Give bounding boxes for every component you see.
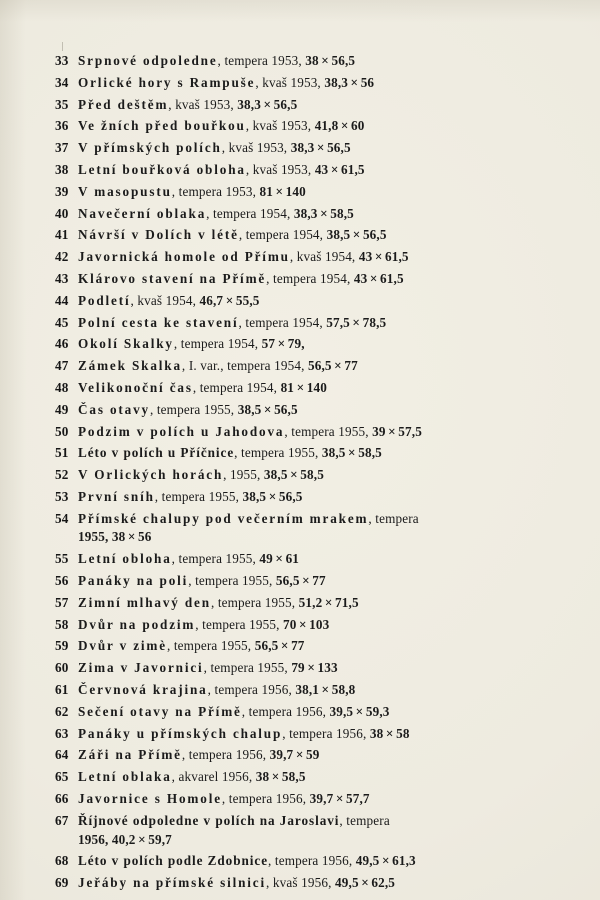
entry-number: 69 [55, 875, 69, 891]
work-title: Srpnové odpoledne [78, 53, 218, 68]
work-title: Letní obloha [78, 551, 172, 567]
catalogue-entry [55, 226, 525, 245]
work-title: Léto v polích u Příčnice [78, 445, 235, 461]
catalogue-entry [55, 594, 525, 613]
work-dimensions: 43 × 61,5 [358, 249, 409, 265]
entry-text [78, 703, 525, 722]
multiplication-sign: × [361, 875, 369, 891]
work-technique-and-year: , tempera 1955, [166, 638, 255, 654]
entry-text [78, 874, 525, 893]
catalogue-entry [55, 248, 525, 267]
work-technique-and-year: , akvarel 1956, [171, 769, 256, 785]
entry-text [78, 183, 525, 202]
work-dimensions: 57 × 79, [261, 336, 305, 352]
multiplication-sign: × [307, 660, 315, 676]
catalogue-entry [55, 790, 525, 809]
work-title: Zima v Javornici [78, 660, 204, 676]
entry-number: 41 [55, 227, 69, 243]
catalogue-entry [55, 117, 525, 136]
work-technique-and-year: , tempera 1955, [284, 423, 373, 439]
catalogue-entry [55, 659, 525, 678]
multiplication-sign: × [330, 161, 339, 177]
work-title: Zimní mlhavý den [78, 594, 211, 610]
work-title: Okolí Skalky [78, 336, 174, 352]
work-technique-and-year: , kvaš 1954, [289, 249, 359, 265]
multiplication-sign: × [268, 488, 277, 504]
work-dimensions: 56,5 × 77 [307, 358, 358, 374]
work-dimensions: 56,5 × 77 [254, 638, 305, 654]
work-dimensions: 43 × 61,5 [353, 270, 404, 286]
multiplication-sign: × [369, 270, 378, 286]
entry-number: 34 [55, 74, 69, 90]
work-title: Podletí [78, 292, 131, 308]
entry-number: 64 [55, 747, 69, 763]
work-title: Jeřáby na přímské silnici [78, 875, 267, 891]
work-technique-and-year: , tempera 1956, [221, 791, 310, 806]
entry-text [78, 292, 525, 311]
work-dimensions: 38 × 58 [369, 725, 410, 741]
work-technique-and-year: , tempera 1956, [241, 703, 330, 719]
multiplication-sign: × [275, 551, 284, 567]
catalogue-entry [55, 510, 525, 547]
entry-number: 57 [55, 594, 69, 610]
work-title: Klárovo stavení na Přímě [78, 270, 267, 286]
work-title: Panáky u přímských chalup [78, 725, 283, 741]
multiplication-sign: × [296, 379, 305, 395]
multiplication-sign: × [127, 529, 136, 545]
work-technique-and-year: , tempera [339, 812, 390, 828]
entry-text [78, 139, 525, 158]
work-title: Navečerní oblaka [78, 205, 207, 221]
entry-text [78, 572, 525, 591]
work-technique-and-year: , tempera 1954, [238, 227, 327, 243]
entry-number: 52 [55, 467, 69, 483]
catalogue-entry [55, 423, 525, 442]
work-title: Zámek Skalka [78, 358, 182, 374]
work-technique-and-year: , tempera [368, 510, 419, 526]
catalogue-entry [55, 852, 525, 871]
work-dimensions: 79 × 133 [291, 660, 338, 676]
work-title: Ve žních před bouřkou [78, 118, 246, 134]
multiplication-sign: × [280, 638, 289, 654]
work-dimensions: 39,5 × 59,3 [329, 703, 390, 719]
catalogue-entry [55, 74, 525, 93]
work-title: Orlické hory s Rampuše [78, 74, 256, 90]
work-dimensions: 38,3 × 56,5 [237, 96, 298, 112]
work-title: Podzim v polích u Jahodova [78, 423, 285, 439]
entry-number: 49 [55, 401, 69, 417]
multiplication-sign: × [225, 292, 234, 308]
catalogue-entry [55, 139, 525, 158]
work-title: V přímských polích [78, 140, 222, 156]
entry-number: 66 [55, 791, 69, 806]
work-technique-and-year: , kvaš 1953, [221, 140, 291, 156]
entry-text [78, 812, 525, 849]
entry-text [78, 550, 525, 569]
work-year-continuation: 1955, [78, 529, 112, 545]
entry-text [78, 335, 525, 354]
work-technique-and-year: , tempera 1955, [234, 445, 322, 461]
catalogue-entry [55, 637, 525, 656]
catalogue-entry [55, 96, 525, 115]
work-title: Polní cesta ke stavení [78, 314, 239, 330]
catalogue-entry [55, 725, 525, 744]
work-technique-and-year: , kvaš 1953, [245, 161, 315, 177]
entry-text [78, 248, 525, 267]
entry-number: 50 [55, 423, 69, 439]
entry-number: 61 [55, 682, 69, 698]
work-dimensions: 41,8 × 60 [314, 118, 365, 134]
catalogue-entry [55, 703, 525, 722]
work-technique-and-year: , I. var., tempera 1954, [181, 358, 308, 374]
entry-number: 36 [55, 118, 69, 134]
work-dimensions: 39,7 × 57,7 [309, 791, 370, 806]
work-dimensions: 38,5 × 58,5 [263, 467, 324, 483]
entry-text [78, 637, 525, 656]
multiplication-sign: × [385, 725, 394, 741]
work-dimensions: 38,3 × 58,5 [293, 205, 354, 221]
multiplication-sign: × [374, 249, 383, 265]
entry-number: 37 [55, 140, 69, 156]
entry-text [78, 790, 525, 809]
work-dimensions: 51,2 × 71,5 [298, 594, 359, 610]
entry-text [78, 616, 525, 635]
work-title: Javornická homole od Přímu [78, 249, 290, 265]
work-technique-and-year: , kvaš 1953, [168, 96, 238, 112]
entry-number: 65 [55, 769, 69, 785]
work-title: Javornice s Homole [78, 791, 222, 806]
entry-number: 40 [55, 205, 69, 221]
multiplication-sign: × [324, 594, 333, 610]
work-technique-and-year: , tempera 1956, [207, 682, 296, 698]
catalogue-entry [55, 681, 525, 700]
entry-number: 38 [55, 161, 69, 177]
entry-number: 44 [55, 292, 69, 308]
work-title: Letní oblaka [78, 769, 172, 785]
work-title: Letní bouřková obloha [78, 161, 246, 177]
work-title: V masopustu [78, 183, 172, 199]
catalogue-entry [55, 183, 525, 202]
work-title: V Orlických horách [78, 467, 224, 483]
work-title: Říjnové odpoledne v polích na Jaroslavi [78, 812, 340, 828]
work-title: Panáky na poli [78, 573, 189, 589]
work-technique-and-year: , tempera 1955, [188, 573, 276, 589]
catalogue-entry [55, 572, 525, 591]
work-technique-and-year: , kvaš 1956, [266, 875, 336, 891]
work-title: Před deštěm [78, 96, 169, 112]
entry-number: 48 [55, 379, 69, 395]
entry-number: 51 [55, 445, 69, 461]
entry-number: 46 [55, 336, 69, 352]
work-technique-and-year: , tempera 1956, [268, 853, 356, 869]
entry-number: 35 [55, 96, 69, 112]
work-title: Čas otavy [78, 401, 150, 417]
catalogue-entry [55, 161, 525, 180]
work-title: Velikonoční čas [78, 379, 193, 395]
entry-number: 47 [55, 358, 69, 374]
work-technique-and-year: , kvaš 1953, [245, 118, 315, 134]
entry-number: 33 [55, 53, 69, 68]
entry-text [78, 746, 525, 765]
entry-number: 67 [55, 812, 69, 828]
work-dimensions: 38 × 56 [111, 529, 152, 545]
catalogue-entry [55, 335, 525, 354]
work-dimensions: 43 × 61,5 [314, 161, 365, 177]
entry-number: 60 [55, 660, 69, 676]
multiplication-sign: × [381, 853, 390, 869]
work-dimensions: 46,7 × 55,5 [199, 292, 260, 308]
entry-text [78, 270, 525, 289]
multiplication-sign: × [271, 769, 280, 785]
work-title: Léto v polích podle Zdobnice [78, 853, 269, 869]
work-dimensions: 39,7 × 59 [269, 747, 320, 763]
entry-number: 42 [55, 249, 69, 265]
multiplication-sign: × [263, 96, 272, 112]
work-dimensions: 38,5 × 56,5 [242, 488, 303, 504]
work-dimensions: 38,5 × 56,5 [326, 227, 387, 243]
entry-text [78, 725, 525, 744]
entry-number: 53 [55, 488, 69, 504]
work-dimensions: 39 × 57,5 [372, 423, 422, 439]
entry-text [78, 96, 525, 115]
work-dimensions: 38,5 × 58,5 [321, 445, 382, 461]
work-technique-and-year: , tempera 1955, [195, 616, 283, 632]
multiplication-sign: × [321, 53, 329, 68]
entry-text [78, 401, 525, 420]
catalogue-entry [55, 205, 525, 224]
entry-number: 59 [55, 638, 69, 654]
work-title: Záři na Přímě [78, 747, 182, 763]
entry-text [78, 52, 525, 71]
entry-text [78, 226, 525, 245]
catalogue-entry [55, 466, 525, 485]
work-title: První sníh [78, 488, 155, 504]
work-technique-and-year: , tempera 1956, [282, 725, 370, 741]
entry-text [78, 659, 525, 678]
multiplication-sign: × [334, 358, 342, 374]
entry-text [78, 117, 525, 136]
catalogue-entry [55, 379, 525, 398]
multiplication-sign: × [320, 205, 328, 221]
multiplication-sign: × [290, 467, 298, 483]
entry-number: 54 [55, 510, 69, 526]
entry-number: 68 [55, 853, 69, 869]
work-technique-and-year: , 1955, [223, 467, 264, 483]
entry-text [78, 594, 525, 613]
catalogue-entry [55, 292, 525, 311]
multiplication-sign: × [138, 831, 146, 847]
work-dimensions: 81 × 140 [259, 183, 306, 199]
work-technique-and-year: , kvaš 1954, [130, 292, 200, 308]
work-technique-and-year: , tempera 1954, [192, 379, 281, 395]
entry-text [78, 161, 525, 180]
multiplication-sign: × [352, 227, 361, 243]
entry-number: 39 [55, 183, 69, 199]
multiplication-sign: × [355, 703, 364, 719]
work-title: Dvůr na podzim [78, 616, 196, 632]
work-technique-and-year: , tempera 1953, [171, 183, 260, 199]
work-title: Sečení otavy na Přímě [78, 703, 242, 719]
entry-text [78, 357, 525, 376]
catalogue-entry [55, 270, 525, 289]
work-technique-and-year: , tempera 1955, [210, 594, 299, 610]
work-technique-and-year: , tempera 1955, [171, 551, 260, 567]
multiplication-sign: × [263, 401, 272, 417]
catalogue-entry [55, 874, 525, 893]
work-dimensions: 38,1 × 58,8 [295, 682, 356, 698]
multiplication-sign: × [335, 791, 344, 806]
multiplication-sign: × [295, 747, 304, 763]
work-technique-and-year: , tempera 1953, [217, 53, 306, 68]
work-title: Přímské chalupy pod večerním mrakem [78, 510, 369, 526]
work-technique-and-year: , tempera 1956, [181, 747, 270, 763]
multiplication-sign: × [348, 445, 356, 461]
work-dimensions: 49 × 61 [259, 551, 300, 567]
catalogue-entry [55, 550, 525, 569]
catalogue-entry [55, 768, 525, 787]
entry-text [78, 423, 525, 442]
entry-text [78, 444, 525, 463]
entry-text [78, 852, 525, 871]
entry-number: 43 [55, 270, 69, 286]
work-technique-and-year: , tempera 1954, [238, 314, 327, 330]
work-dimensions: 70 × 103 [283, 616, 330, 632]
multiplication-sign: × [350, 74, 359, 90]
work-dimensions: 56,5 × 77 [275, 573, 326, 589]
entry-text [78, 74, 525, 93]
work-dimensions: 40,2 × 59,7 [111, 831, 172, 847]
entry-number: 55 [55, 551, 69, 567]
catalogue-entry-list [55, 52, 525, 896]
multiplication-sign: × [321, 682, 330, 698]
multiplication-sign: × [340, 118, 349, 134]
entry-text [78, 379, 525, 398]
entry-number: 63 [55, 725, 69, 741]
work-title: Dvůr v zimè [78, 638, 167, 654]
work-dimensions: 38,3 × 56 [324, 74, 375, 90]
work-technique-and-year: , tempera 1954, [206, 205, 294, 221]
catalogue-entry [55, 401, 525, 420]
scan-artifact-mark [62, 42, 63, 51]
work-technique-and-year: , kvaš 1953, [255, 74, 325, 90]
work-year-continuation: 1956, [78, 831, 112, 847]
work-dimensions: 38,5 × 56,5 [237, 401, 298, 417]
catalogue-entry [55, 488, 525, 507]
work-technique-and-year: , tempera 1954, [173, 336, 262, 352]
catalogue-entry [55, 812, 525, 849]
catalogue-entry [55, 746, 525, 765]
work-technique-and-year: , tempera 1955, [203, 660, 292, 676]
work-title: Návrší v Dolích v létě [78, 227, 239, 243]
work-title: Červnová krajina [78, 682, 208, 698]
catalogue-entry [55, 357, 525, 376]
work-dimensions: 49,5 × 61,3 [355, 853, 416, 869]
multiplication-sign: × [277, 336, 286, 352]
work-dimensions: 38,3 × 56,5 [290, 140, 351, 156]
catalogue-entry [55, 314, 525, 333]
entry-number: 56 [55, 573, 69, 589]
entry-number: 58 [55, 616, 69, 632]
work-technique-and-year: , tempera 1955, [149, 401, 238, 417]
multiplication-sign: × [388, 423, 396, 439]
entry-number: 45 [55, 314, 69, 330]
entry-text [78, 488, 525, 507]
entry-text [78, 466, 525, 485]
work-technique-and-year: , tempera 1954, [266, 270, 354, 286]
entry-text [78, 768, 525, 787]
work-dimensions: 49,5 × 62,5 [335, 875, 396, 891]
work-dimensions: 38 × 58,5 [255, 769, 306, 785]
entry-text [78, 314, 525, 333]
catalogue-entry [55, 616, 525, 635]
multiplication-sign: × [275, 183, 284, 199]
multiplication-sign: × [352, 314, 361, 330]
catalogue-entry [55, 52, 525, 71]
entry-number: 62 [55, 703, 69, 719]
entry-text [78, 681, 525, 700]
entry-text [78, 205, 525, 224]
entry-text [78, 510, 525, 547]
multiplication-sign: × [302, 573, 310, 589]
multiplication-sign: × [299, 616, 307, 632]
work-dimensions: 57,5 × 78,5 [326, 314, 387, 330]
work-technique-and-year: , tempera 1955, [154, 488, 243, 504]
multiplication-sign: × [316, 140, 325, 156]
work-dimensions: 38 × 56,5 [305, 53, 356, 68]
work-dimensions: 81 × 140 [280, 379, 327, 395]
catalogue-entry [55, 444, 525, 463]
